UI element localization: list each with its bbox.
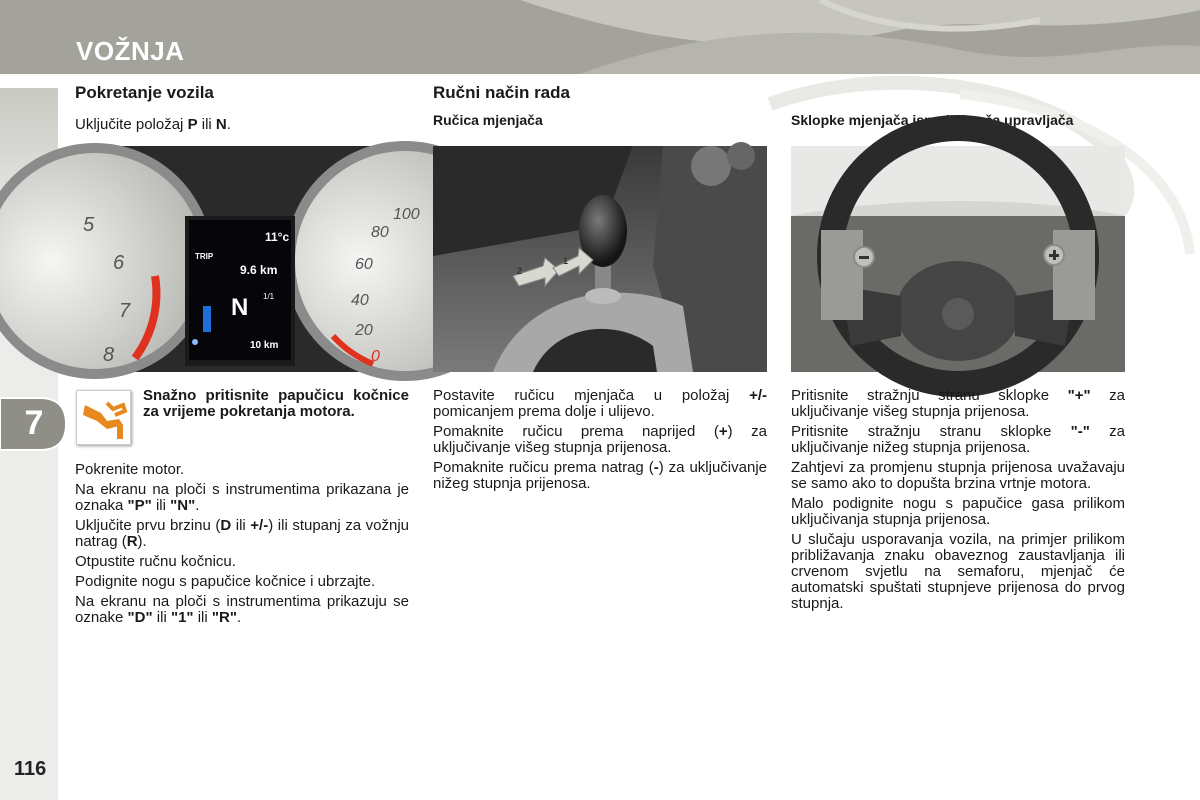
- speed-number: 80: [371, 224, 389, 241]
- arrow-label: 1: [563, 256, 569, 266]
- rpm-number: 7: [119, 300, 131, 322]
- step-paragraph: Pomaknite ručicu prema natrag (-) za uključivanje nižeg stupnja prijenosa.: [433, 459, 767, 492]
- section-title-start: Pokretanje vozila: [75, 83, 214, 102]
- step-paragraph: Na ekranu na ploči s instrumentima prikazana je oznaka "P" ili "N".: [75, 481, 409, 514]
- plus-icon-stroke: [1053, 250, 1056, 260]
- speed-number: 0: [371, 348, 380, 365]
- dash-gear-indicator: N: [231, 294, 249, 321]
- header-band: [0, 0, 1200, 74]
- paddle-minus[interactable]: [853, 246, 875, 268]
- warning-text: Snažno pritisnite papučicu kočnice za vrijeme pokretanja motora.: [143, 387, 409, 420]
- steering-wheel-photo: [791, 146, 1125, 372]
- rpm-number: 5: [83, 214, 95, 236]
- paddle-steps: [791, 388, 1125, 616]
- intro-text: Uključite položaj P ili N.: [75, 116, 231, 133]
- paddle-plus[interactable]: [1043, 244, 1065, 266]
- step-paragraph: Podignite nogu s papučice kočnice i ubrzajte.: [75, 573, 376, 590]
- step-paragraph: U slučaju usporavanja vozila, na primjer prilikom približavanja znaku obaveznog zaustavljanja ili crvenom svjetlu na semaforu, mjenjač će automatski spuštati stupnjeve prijenosa do prvog stupnja.: [791, 531, 1125, 612]
- arrow-label: 2: [517, 266, 523, 276]
- speed-number: 40: [351, 292, 369, 309]
- subtitle-gear-lever: Ručica mjenjača: [433, 112, 543, 128]
- speed-number: 100: [393, 206, 420, 223]
- step-paragraph: Otpustite ručnu kočnicu.: [75, 553, 236, 570]
- speed-number: 20: [355, 322, 373, 339]
- manual-steps: [433, 388, 767, 496]
- step-paragraph: Postavite ručicu mjenjača u položaj +/- pomicanjem prema dolje i ulijevo.: [433, 387, 767, 420]
- subtitle-paddles: Sklopke mjenjača ispod obruča upravljača: [791, 112, 1074, 128]
- step-paragraph: Zahtjevi za promjenu stupnja prijenosa uvažavaju se samo ako to dopušta brzina vrtnje motora.: [791, 459, 1125, 492]
- rpm-number: 8: [103, 344, 115, 366]
- rpm-number: 6: [113, 252, 125, 274]
- start-steps: [75, 462, 409, 630]
- dash-trip-label: TRIP: [195, 252, 214, 261]
- warning-icon-box: [76, 390, 131, 445]
- step-paragraph: Pritisnite stražnju stranu sklopke "-" za uključivanje nižeg stupnja prijenosa.: [791, 423, 1126, 456]
- minus-icon: [859, 256, 869, 259]
- speed-number: 60: [355, 256, 373, 273]
- step-paragraph: Uključite prvu brzinu (D ili +/-) ili stupanj za vožnju natrag (R).: [75, 517, 409, 550]
- section-title-manual: Ručni način rada: [433, 83, 570, 102]
- chapter-number: 7: [24, 404, 44, 442]
- step-paragraph: Pomaknite ručicu prema naprijed (+) za uključivanje višeg stupnja prijenosa.: [433, 423, 768, 456]
- step-paragraph: Na ekranu na ploči s instrumentima prikazuju se oznake "D" ili "1" ili "R".: [75, 593, 409, 626]
- dash-odometer: 10 km: [250, 340, 279, 351]
- dash-temperature: 11°c: [265, 230, 290, 244]
- chapter-title: VOŽNJA: [76, 36, 185, 66]
- dash-distance: 9.6 km: [240, 263, 278, 277]
- dash-range: 1/1: [263, 292, 275, 301]
- step-paragraph: Pritisnite stražnju stranu sklopke "+" za uključivanje višeg stupnja prijenosa.: [791, 387, 1125, 420]
- instrument-cluster-photo: [75, 146, 420, 372]
- step-paragraph: Malo podignite nogu s papučice gasa prilikom uključivanja stupnja prijenosa.: [791, 495, 1125, 528]
- page-number: 116: [14, 758, 47, 780]
- gear-lever-photo: [433, 146, 767, 372]
- brake-pedal-foot-icon: [77, 391, 130, 444]
- step-paragraph: Pokrenite motor.: [75, 461, 185, 478]
